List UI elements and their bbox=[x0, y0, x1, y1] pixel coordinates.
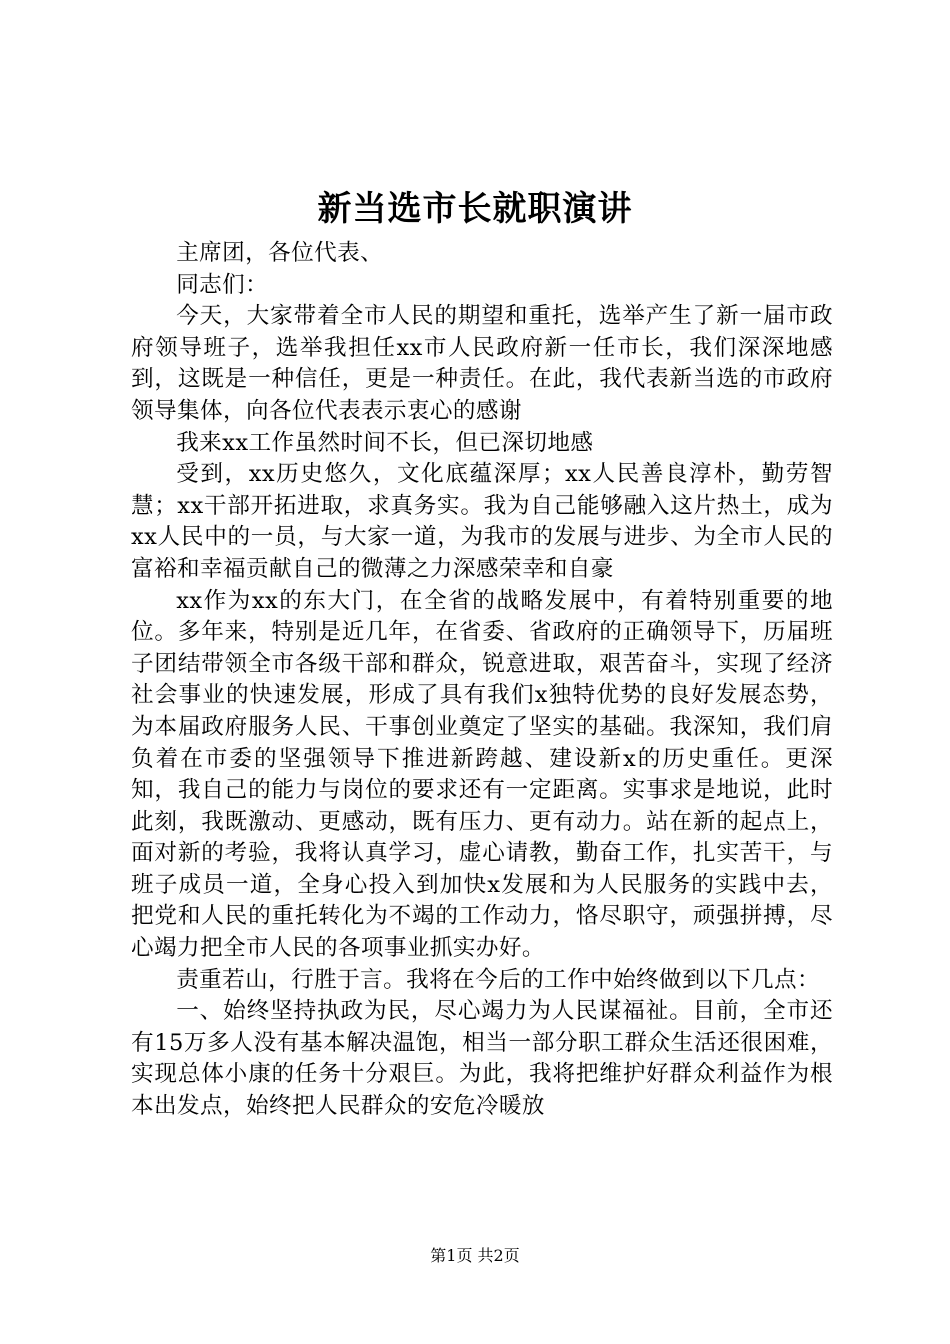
body-paragraph: xx作为xx的东大门，在全省的战略发展中，有着特别重要的地位。多年来，特别是近几年，在省委、省政府的正确领导下，历届班子团结带领全市各级干部和群众，锐意进取，艰苦奋斗，实现了经济社会事业的快速发展，形成了具有我们x独特优势的良好发展态势，为本届政府服务人民、干事创业奠定了坚实的基础。我深知，我们肩负着在市委的坚强领导下推进新跨越、建设新x的历史重任。更深知，我自己的能力与岗位的要求还有一定距离。实事求是地说，此时此刻，我既激动、更感动，既有压力、更有动力。站在新的起点上，面对新的考验，我将认真学习，虚心请教，勤奋工作，扎实苦干，与班子成员一道，全身心投入到加快x发展和为人民服务的实践中去，把党和人民的重托转化为不竭的工作动力，恪尽职守，顽强拼搏，尽心竭力把全市人民的各项事业抓实办好。 bbox=[131, 587, 833, 962]
body-paragraph: 今天，大家带着全市人民的期望和重托，选举产生了新一届市政府领导班子，选举我担任xx市人民政府新一任市长，我们深深地感到，这既是一种信任，更是一种责任。在此，我代表新当选的市政府领导集体，向各位代表表示衷心的感谢 bbox=[131, 303, 833, 424]
salutation-line-2: 同志们： bbox=[176, 271, 269, 298]
document-body bbox=[131, 238, 833, 1123]
body-paragraph: 受到，xx历史悠久，文化底蕴深厚；xx人民善良淳朴，勤劳智慧；xx干部开拓进取，求真务实。我为自己能够融入这片热土，成为xx人民中的一员，与大家一道，为我市的发展与进步、为全市人民的富裕和幸福贡献自己的微薄之力深感荣幸和自豪 bbox=[131, 461, 833, 582]
salutation-line-1: 主席团，各位代表、 bbox=[176, 240, 384, 266]
body-paragraph: 责重若山，行胜于言。我将在今后的工作中始终做到以下几点： bbox=[176, 966, 821, 993]
body-paragraph: 我来xx工作虽然时间不长，但已深切地感 bbox=[176, 429, 594, 456]
page-number-footer: 第1页 共2页 bbox=[430, 1246, 520, 1265]
document-title: 新当选市长就职演讲 bbox=[317, 189, 633, 229]
body-paragraph: 一、始终坚持执政为民，尽心竭力为人民谋福祉。目前，全市还有15万多人没有基本解决温饱，相当一部分职工群众生活还很困难，实现总体小康的任务十分艰巨。为此，我将把维护好群众利益作为根本出发点，始终把人民群众的安危冷暖放 bbox=[131, 998, 833, 1120]
